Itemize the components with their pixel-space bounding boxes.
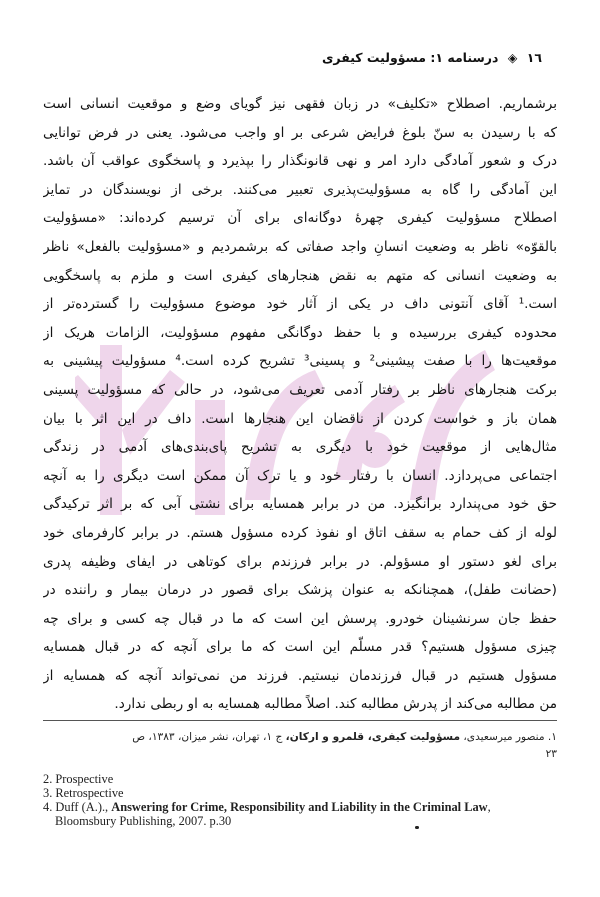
footnote-4-comma: , xyxy=(487,800,491,814)
footnote-3: 3. Retrospective xyxy=(43,786,124,800)
text-line: محدوده کیفری بررسیده و با حفظ دوگانگی مفهوم مسؤولیت، الزامات هریک از xyxy=(43,324,557,341)
footnote-4-title: Answering for Crime, Responsibility and Liability in the Criminal Law xyxy=(111,800,488,814)
text-line: حق خود می‌پندارد برانگیزد. من در برابر همسایه برای نشتی آبی که بر اثر ترکیدگی xyxy=(43,496,557,513)
text-line: اجتماعی می‌پردازد. انسان با رفتار خود و یا ترک آن ممکن است دیگری را به آنچه xyxy=(43,467,557,484)
text-line: همان باز و خواست کردن از ناقضان این هنجارها است. داف در این اثر با بیان xyxy=(43,410,557,427)
footnote-1-author: ۱. منصور میرسعیدی، xyxy=(460,731,557,743)
text-line: بالقوّه» ناظر به وضعیت انسانِ واجد صفاتی که برشمردیم و «مسؤولیت بالفعل» ناظر xyxy=(43,238,557,255)
text-line: این آمادگی را گاه به مسؤولیت‌پذیری تعبیر می‌کنند. برخی از نویسندگان در تمایز xyxy=(43,181,557,198)
text-line: است.¹ آقای آنتونی داف در یکی از آثار خود موضوع مسؤولیت را گسترده‌تر از xyxy=(43,296,557,313)
text-line: اصطلاح مسؤولیت کیفری چهرهٔ دوگانه‌ای برای آن ترسیم کرده‌اند: «مسؤولیت xyxy=(43,210,557,227)
footnote-1-title: مسؤولیت کیفری، قلمرو و ارکان، xyxy=(285,731,460,743)
text-line: برشماریم. اصطلاح «تکلیف» در زبان فقهی نیز گویای وضع و موقعیت انسانی است xyxy=(43,96,557,112)
text-line: که با رسیدن به سنّ بلوغ فرایض شرعی بر او واجب می‌شود. یعنی در فرض توانایی xyxy=(43,124,557,141)
footnote-1-continuation: ۲۳ xyxy=(545,748,557,760)
diamond-separator-icon: ◈ xyxy=(507,50,518,65)
footnote-4 xyxy=(43,800,491,814)
text-line: لوله از کف حمام به سقف اتاق او نفوذ کرده مسؤول هستم. در برابر کارفرمای خود xyxy=(43,524,557,541)
text-line: درک و شعور آمادگی دارد امر و نهی قانونگذار را بپذیرد و پاسخگوی عواقب آن باشد. xyxy=(43,153,557,170)
footnote-1 xyxy=(43,727,557,747)
text-line: مسؤول هستیم در قبال فرزندمان نیستیم. فرزند من نمی‌تواند آنچه که همسایه از xyxy=(43,667,557,684)
footnote-2: 2. Prospective xyxy=(43,772,114,786)
text-line: من مطالبه می‌کند از پدرش مطالبه کند. اصلاً مطالبه همسایه به او ربطی ندارد. xyxy=(114,696,557,713)
footnote-divider xyxy=(43,720,557,721)
text-line: به وضعیت انسانی که متهم به نقض هنجارهای کیفری است و ملزم به پاسخگویی xyxy=(43,267,557,284)
running-header xyxy=(322,50,542,65)
text-line: برکت هنجارهای ناظر بر رفتار آدمی تعریف می‌شود، در حالی که مسؤولیت پسینی xyxy=(43,381,557,398)
chapter-title: درسنامه ۱: مسؤولیت کیفری xyxy=(321,50,499,65)
main-paragraph xyxy=(43,90,557,719)
text-line: (حضانت طفل)، همچنانکه به عنوان پزشک برای قصور در درمان بیمار و راننده در xyxy=(43,582,557,599)
page-number: ١٦ xyxy=(526,50,542,65)
text-line: موقعیت‌ها را با صفت پیشینی² و پسینی³ تشریح کرده است.⁴ مسؤولیت پیشینی به xyxy=(43,353,557,370)
text-line: برای لغو دستور او مسؤولم. در برابر فرزندم برای کوتاهی در ایفای وظیفه پدری xyxy=(43,553,557,570)
text-line: مثال‌هایی از موقعیت خود با دیگری به تشریح پای‌بندی‌های آدمی در زندگی xyxy=(43,439,557,456)
ink-speck xyxy=(415,826,419,829)
text-line: چیزی مسؤول هستیم؟ قدر مسلّم این است که ما برای آنچه که در قبال همسایه xyxy=(43,639,557,656)
text-line: حفظ جان سرنشینان خودرو. پرسش این است که ما در قبال چه کسی و برای چه xyxy=(43,610,557,627)
footnote-1-details: ج ۱، تهران، نشر میزان، ۱۳۸۳، ص xyxy=(132,731,286,743)
footnote-4-author: 4. Duff (A.)., xyxy=(43,800,112,814)
footnote-4-publisher: Bloomsbury Publishing, 2007. p.30 xyxy=(55,814,232,828)
